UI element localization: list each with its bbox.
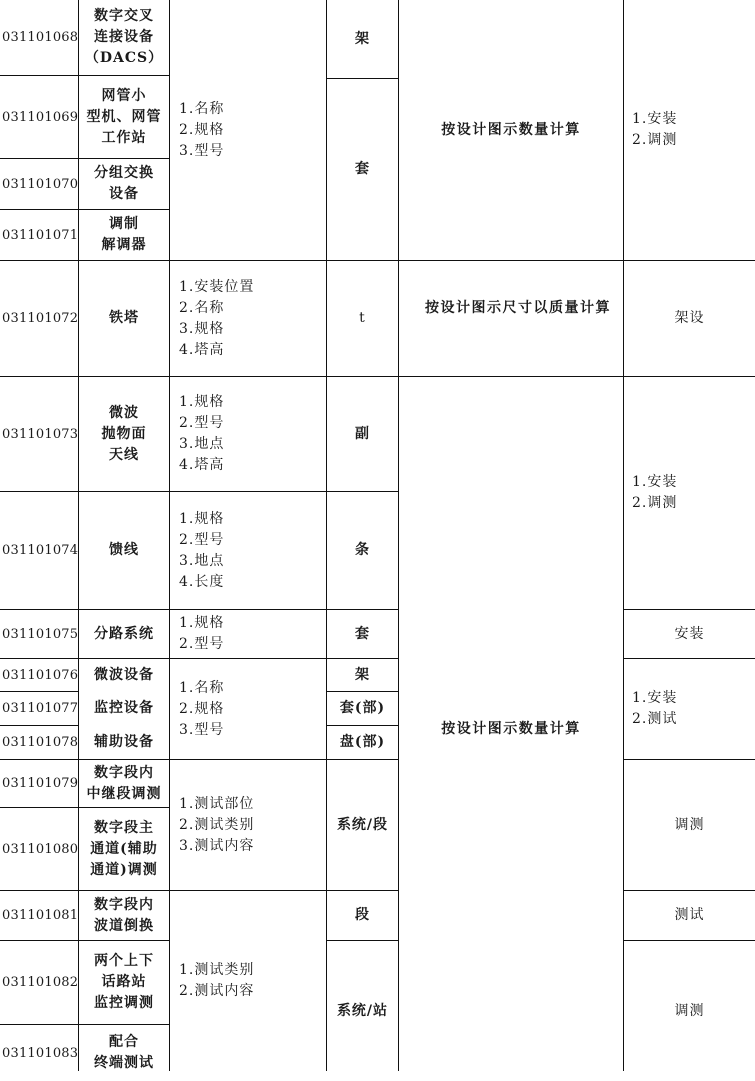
unit: 盘(部) bbox=[339, 734, 386, 750]
project-code: 031101080 bbox=[2, 841, 79, 857]
unit: 段 bbox=[355, 907, 370, 923]
unit: 套(部) bbox=[339, 700, 386, 716]
project-code: 031101071 bbox=[2, 227, 79, 243]
project-features: 1.测试部位 2.测试类别 3.测试内容 bbox=[179, 795, 255, 854]
work-content: 架设 bbox=[674, 310, 705, 326]
project-name: 微波 抛物面 天线 bbox=[101, 404, 147, 463]
unit: 套 bbox=[355, 161, 370, 177]
project-name: 铁塔 bbox=[109, 310, 139, 326]
project-code: 031101077 bbox=[2, 701, 79, 716]
project-features: 1.名称 2.规格 3.型号 bbox=[179, 679, 225, 738]
unit: 系统/站 bbox=[336, 1002, 389, 1019]
project-name: 数字交叉 连接设备 （DACS） bbox=[84, 8, 164, 66]
project-name: 配合 终端测试 bbox=[94, 1034, 154, 1071]
unit: 条 bbox=[355, 542, 370, 558]
project-features: 1.名称 2.规格 3.型号 bbox=[179, 100, 225, 159]
project-code: 031101076 bbox=[2, 667, 79, 683]
project-code: 031101068 bbox=[2, 30, 79, 45]
work-content: 调测 bbox=[674, 1002, 705, 1019]
work-content: 安装 bbox=[674, 625, 705, 642]
project-name: 分组交换 设备 bbox=[94, 165, 154, 202]
project-code: 031101083 bbox=[2, 1045, 79, 1061]
work-content: 1.安装 2.测试 bbox=[632, 690, 678, 727]
project-code: 031101081 bbox=[2, 908, 79, 923]
project-code: 031101070 bbox=[2, 176, 79, 192]
unit: 架 bbox=[355, 30, 370, 47]
project-features: 1.规格 2.型号 3.地点 4.塔高 bbox=[179, 394, 225, 473]
project-name: 数字段内 中继段调测 bbox=[86, 764, 162, 802]
project-code: 031101082 bbox=[2, 975, 79, 990]
work-content: 1.安装 2.调测 bbox=[632, 111, 678, 148]
project-features: 1.规格 2.型号 3.地点 4.长度 bbox=[179, 510, 225, 590]
project-name: 数字段主 通道(辅助 通道)调测 bbox=[90, 819, 158, 878]
unit: 套 bbox=[355, 625, 370, 642]
project-name: 两个上下 话路站 监控调测 bbox=[94, 953, 154, 1011]
work-content: 1.安装 2.调测 bbox=[632, 474, 678, 511]
calculation-rule: 按设计图示尺寸以质量计算 bbox=[425, 300, 611, 316]
project-name: 辅助设备 bbox=[94, 734, 154, 750]
project-name: 网管小 型机、网管 工作站 bbox=[86, 87, 162, 146]
calculation-rule: 按设计图示数量计算 bbox=[441, 121, 581, 138]
project-code: 031101075 bbox=[2, 626, 79, 642]
project-name: 数字段内 波道倒换 bbox=[94, 896, 154, 934]
project-code: 031101079 bbox=[2, 776, 79, 791]
project-code: 031101069 bbox=[2, 109, 79, 125]
unit: 副 bbox=[355, 425, 370, 442]
project-features: 1.测试类别 2.测试内容 bbox=[179, 962, 255, 999]
unit: 系统/段 bbox=[336, 816, 389, 833]
project-code: 031101073 bbox=[2, 426, 79, 442]
project-features: 1.规格 2.型号 bbox=[179, 615, 225, 652]
project-name: 监控设备 bbox=[94, 700, 154, 716]
work-content: 调测 bbox=[674, 816, 705, 833]
project-code: 031101074 bbox=[2, 543, 79, 558]
project-name: 分路系统 bbox=[94, 625, 154, 642]
project-name: 调制 解调器 bbox=[101, 216, 147, 253]
project-features: 1.安装位置 2.名称 3.规格 4.塔高 bbox=[179, 278, 255, 358]
project-name: 微波设备 bbox=[94, 666, 154, 683]
project-code: 031101078 bbox=[2, 735, 79, 750]
calculation-rule: 按设计图示数量计算 bbox=[441, 720, 581, 737]
project-code: 031101072 bbox=[2, 311, 79, 326]
work-content: 测试 bbox=[674, 907, 705, 923]
unit: t bbox=[359, 310, 366, 326]
unit: 架 bbox=[355, 666, 370, 683]
project-name: 馈线 bbox=[109, 542, 139, 558]
